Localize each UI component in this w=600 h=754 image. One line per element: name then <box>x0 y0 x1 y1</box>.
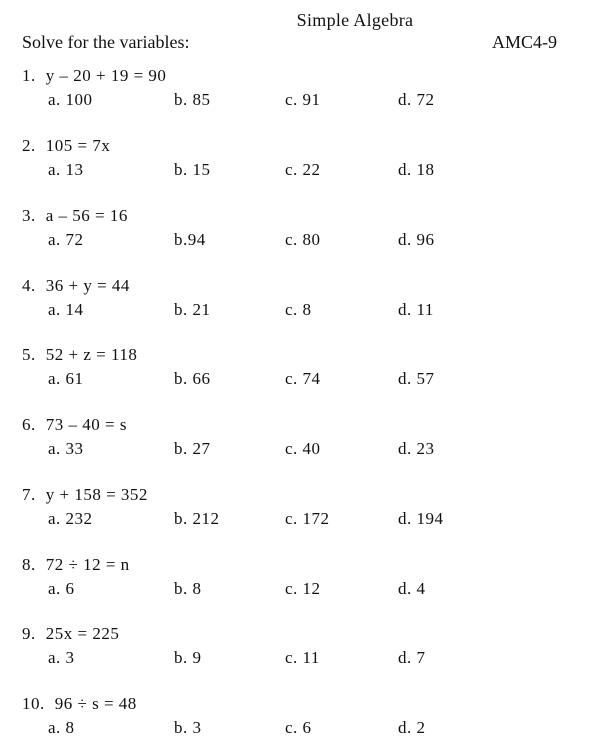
question <box>22 485 148 505</box>
choice-d[interactable]: d. 72 <box>398 90 435 109</box>
choice-b[interactable]: b. 85 <box>174 90 211 109</box>
choice-c[interactable]: c. 12 <box>285 579 321 598</box>
choice-a[interactable]: a. 13 <box>48 160 84 179</box>
choice-d[interactable]: d. 57 <box>398 369 435 388</box>
choice-b[interactable]: b. 27 <box>174 439 211 458</box>
choice-b[interactable]: b. 212 <box>174 509 220 528</box>
question-equation: 36 + y = 44 <box>45 276 130 295</box>
choice-a[interactable]: a. 3 <box>48 648 75 667</box>
problem-9 <box>0 624 600 684</box>
choice-c[interactable]: c. 22 <box>285 160 321 179</box>
choice-d[interactable]: d. 23 <box>398 439 435 458</box>
problem-7 <box>0 485 600 545</box>
choice-a[interactable]: a. 14 <box>48 300 84 319</box>
question-equation: 72 ÷ 12 = n <box>45 555 130 574</box>
choice-d[interactable]: d. 96 <box>398 230 435 249</box>
question-number: 7. <box>22 485 36 504</box>
question-equation: 25x = 225 <box>45 624 120 643</box>
question-number: 8. <box>22 555 36 574</box>
question-number: 2. <box>22 136 36 155</box>
choice-a[interactable]: a. 232 <box>48 509 93 528</box>
choice-d[interactable]: d. 18 <box>398 160 435 179</box>
problem-8 <box>0 555 600 615</box>
choice-a[interactable]: a. 8 <box>48 718 75 737</box>
choice-d[interactable]: d. 4 <box>398 579 426 598</box>
choice-c[interactable]: c. 11 <box>285 648 320 667</box>
question <box>22 555 130 575</box>
choice-b[interactable]: b. 3 <box>174 718 202 737</box>
choice-b[interactable]: b. 21 <box>174 300 211 319</box>
question-equation: y – 20 + 19 = 90 <box>45 66 167 85</box>
question-number: 10. <box>22 694 45 713</box>
question-equation: y + 158 = 352 <box>45 485 148 504</box>
choice-b[interactable]: b.94 <box>174 230 206 249</box>
choice-d[interactable]: d. 2 <box>398 718 426 737</box>
question <box>22 415 127 435</box>
choice-d[interactable]: d. 11 <box>398 300 434 319</box>
choice-b[interactable]: b. 15 <box>174 160 211 179</box>
question-equation: 105 = 7x <box>45 136 111 155</box>
choice-c[interactable]: c. 91 <box>285 90 321 109</box>
choice-b[interactable]: b. 8 <box>174 579 202 598</box>
question <box>22 66 166 86</box>
problem-2 <box>0 136 600 196</box>
page-title: Simple Algebra <box>296 10 414 30</box>
question-equation: 73 – 40 = s <box>45 415 127 434</box>
choice-a[interactable]: a. 100 <box>48 90 93 109</box>
problem-4 <box>0 276 600 336</box>
question-number: 6. <box>22 415 36 434</box>
question <box>22 694 137 714</box>
choice-d[interactable]: d. 7 <box>398 648 426 667</box>
choice-a[interactable]: a. 72 <box>48 230 84 249</box>
choice-b[interactable]: b. 66 <box>174 369 211 388</box>
choice-a[interactable]: a. 6 <box>48 579 75 598</box>
worksheet-code: AMC4-9 <box>492 32 558 52</box>
choice-c[interactable]: c. 8 <box>285 300 312 319</box>
question-number: 1. <box>22 66 36 85</box>
choice-d[interactable]: d. 194 <box>398 509 444 528</box>
problem-1 <box>0 66 600 126</box>
question-equation: 52 + z = 118 <box>45 345 138 364</box>
question-number: 9. <box>22 624 36 643</box>
choice-c[interactable]: c. 40 <box>285 439 321 458</box>
question-number: 4. <box>22 276 36 295</box>
question <box>22 345 137 365</box>
choice-b[interactable]: b. 9 <box>174 648 202 667</box>
question <box>22 206 128 226</box>
instructions-text: Solve for the variables: <box>22 32 190 52</box>
question <box>22 276 130 296</box>
problem-3 <box>0 206 600 266</box>
question <box>22 136 110 156</box>
choice-c[interactable]: c. 80 <box>285 230 321 249</box>
problem-6 <box>0 415 600 475</box>
problem-5 <box>0 345 600 405</box>
question-number: 5. <box>22 345 36 364</box>
choice-c[interactable]: c. 6 <box>285 718 312 737</box>
choice-c[interactable]: c. 172 <box>285 509 330 528</box>
choice-a[interactable]: a. 61 <box>48 369 84 388</box>
choice-c[interactable]: c. 74 <box>285 369 321 388</box>
choice-a[interactable]: a. 33 <box>48 439 84 458</box>
question <box>22 624 119 644</box>
problem-10 <box>0 694 600 754</box>
question-number: 3. <box>22 206 36 225</box>
question-equation: a – 56 = 16 <box>45 206 128 225</box>
question-equation: 96 ÷ s = 48 <box>54 694 137 713</box>
